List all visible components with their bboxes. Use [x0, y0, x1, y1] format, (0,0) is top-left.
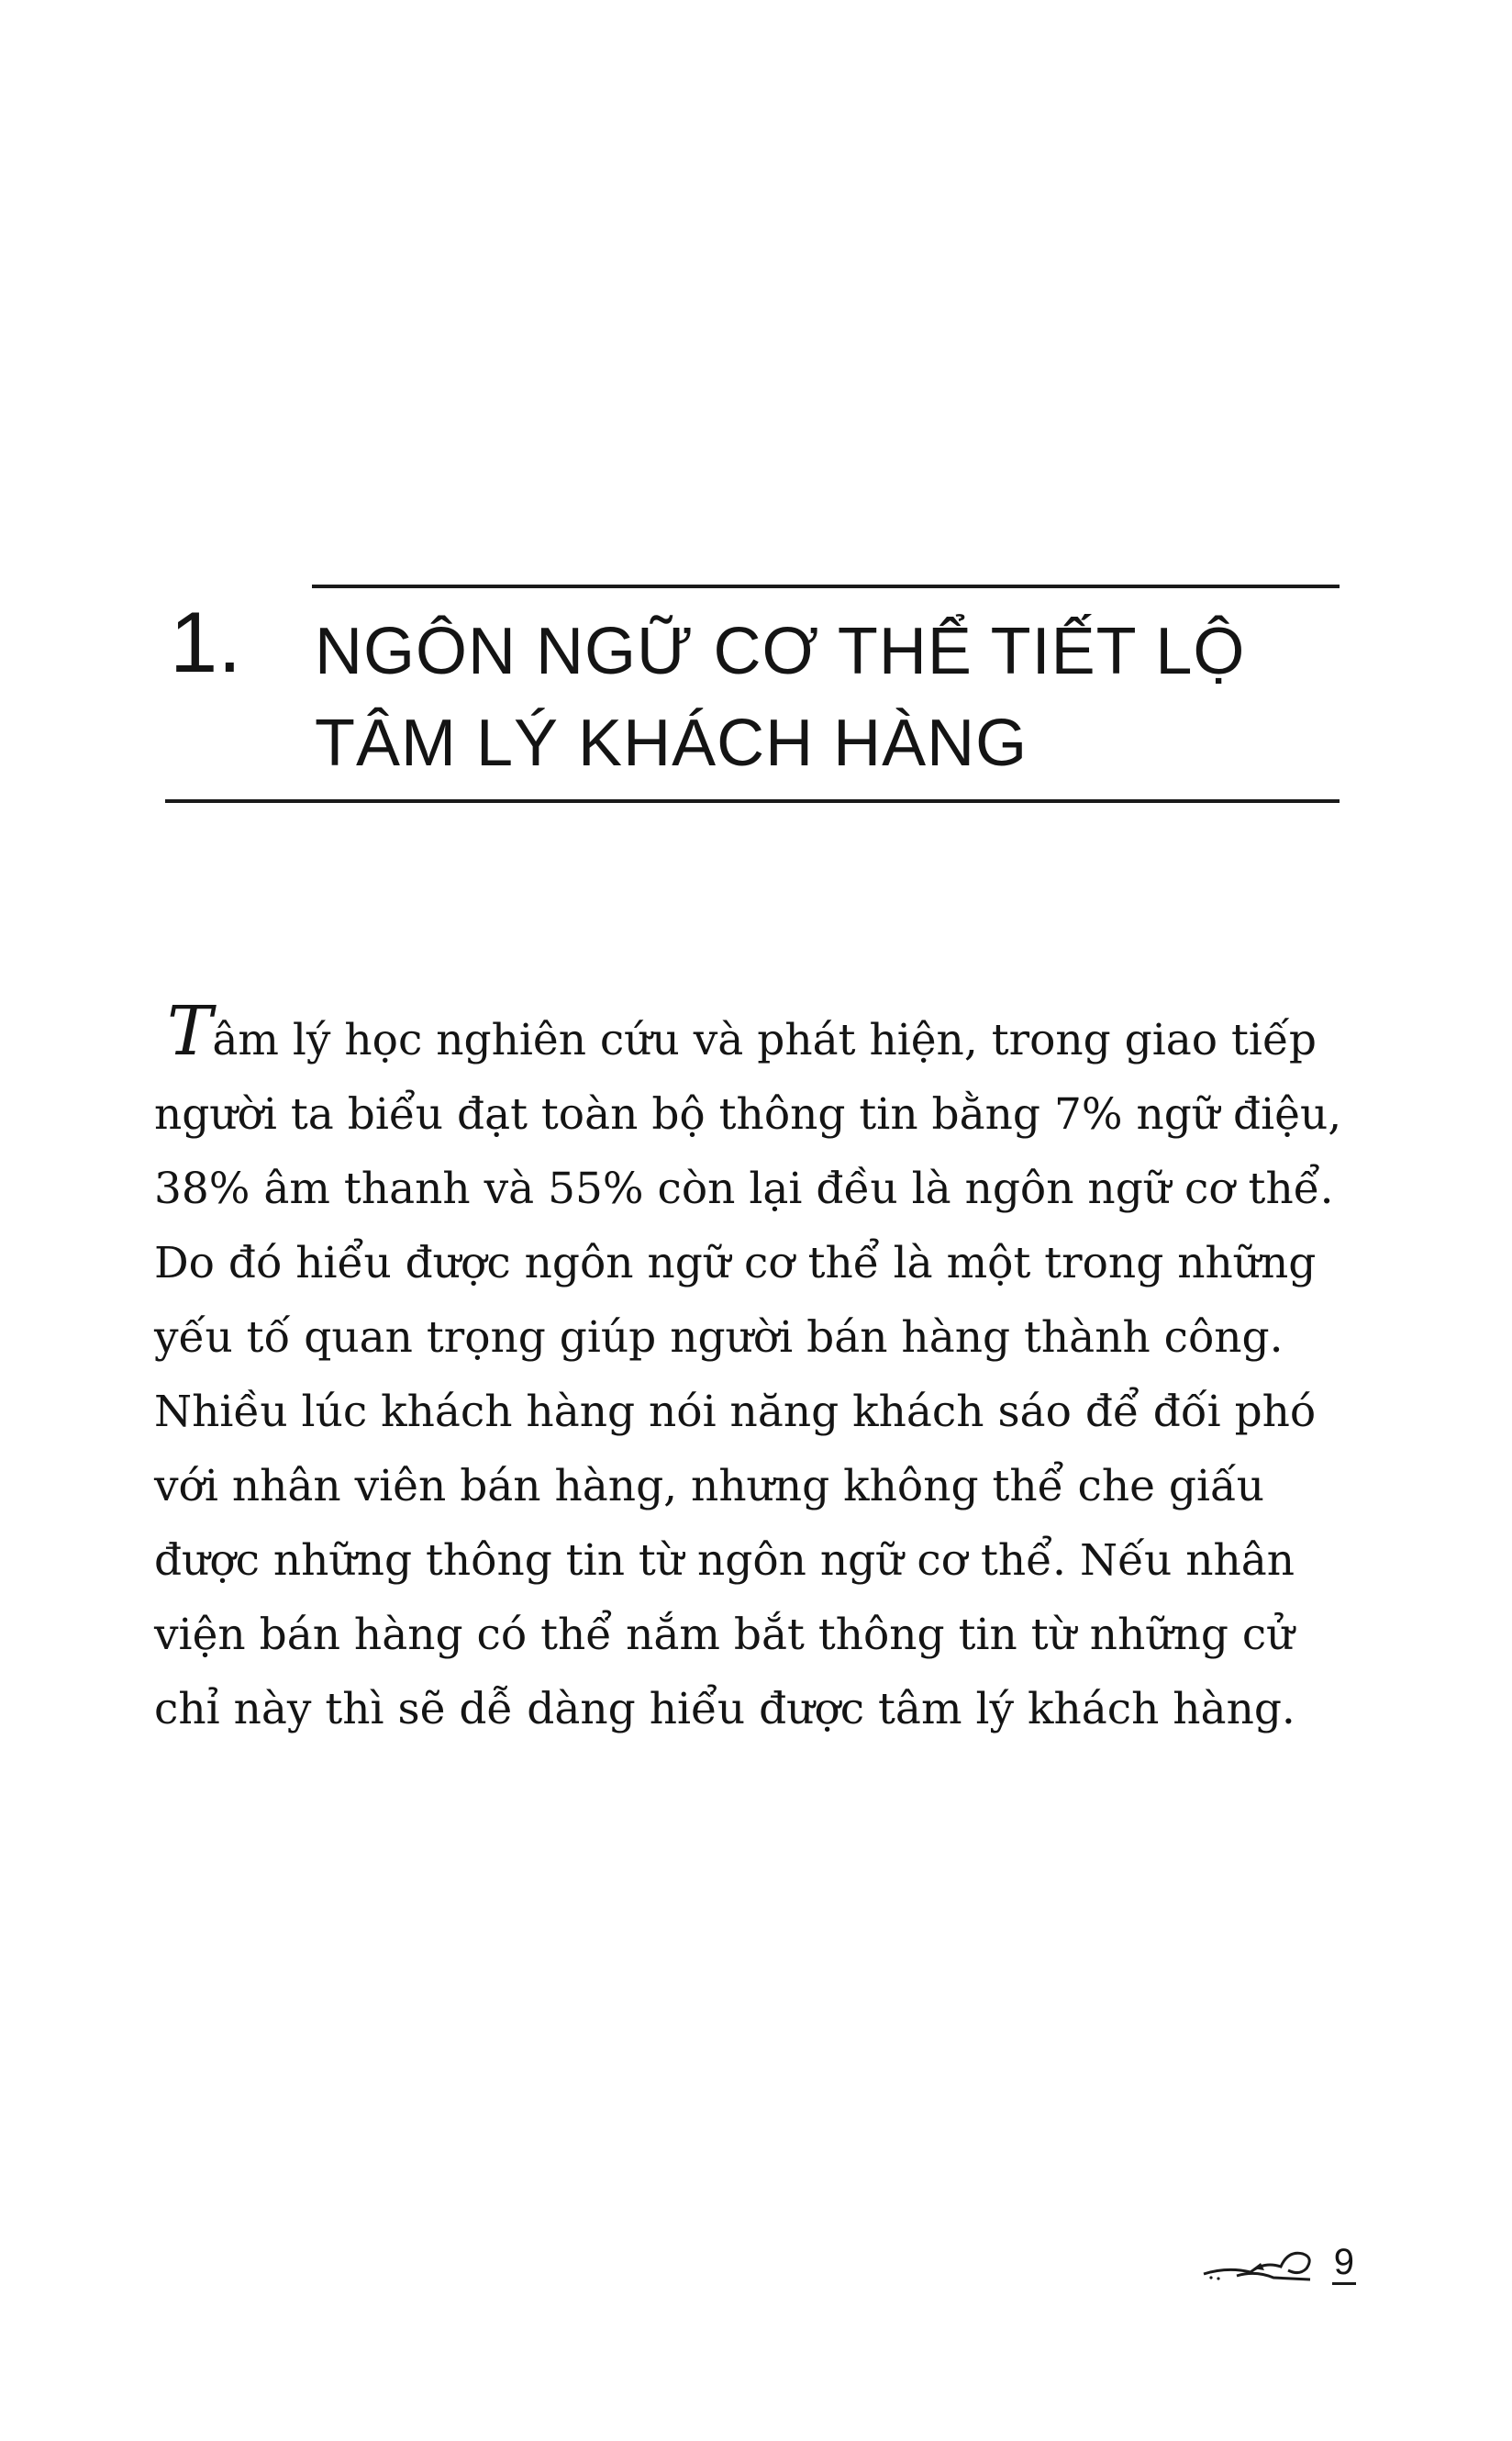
- chapter-title-line-2: TÂM LÝ KHÁCH HÀNG: [315, 707, 1028, 780]
- paragraph-line-1-text: âm lý học nghiên cứu và phát hiện, trong giao tiếp: [212, 1015, 1317, 1065]
- paragraph-line-2: người ta biểu đạt toàn bộ thông tin bằng 7% ngữ điệu,: [154, 1089, 1342, 1140]
- chapter-number: 1.: [170, 594, 242, 690]
- paragraph-line-8: được những thông tin từ ngôn ngữ cơ thể. Nếu nhân: [154, 1535, 1295, 1586]
- chapter-title: [315, 606, 1324, 789]
- paragraph-line-7: với nhân viên bán hàng, nhưng không thể che giấu: [154, 1461, 1265, 1511]
- paragraph-line-9: viện bán hàng có thể nắm bắt thông tin từ những cử: [154, 1610, 1295, 1660]
- drop-cap: T: [167, 992, 213, 1071]
- title-rule-bottom: [165, 799, 1340, 803]
- title-rule-top: [312, 585, 1340, 588]
- page-number: 9: [1332, 2242, 1356, 2285]
- paragraph-line-10: chỉ này thì sẽ dễ dàng hiểu được tâm lý khách hàng.: [154, 1684, 1295, 1734]
- page-footer: [1200, 2230, 1356, 2285]
- paragraph-line-5: yếu tố quan trọng giúp người bán hàng thành công.: [154, 1312, 1284, 1363]
- body-paragraph: [154, 992, 1347, 1746]
- paragraph-line-4: Do đó hiểu được ngôn ngữ cơ thể là một trong những: [154, 1238, 1317, 1288]
- footer-ornament-icon: [1200, 2239, 1319, 2285]
- paragraph-line-1: [154, 992, 1347, 1077]
- paragraph-line-3: 38% âm thanh và 55% còn lại đều là ngôn ngữ cơ thể.: [154, 1164, 1334, 1214]
- paragraph-line-6: Nhiều lúc khách hàng nói năng khách sáo để đối phó: [154, 1387, 1317, 1437]
- chapter-title-line-1: NGÔN NGỮ CƠ THỂ TIẾT LỘ: [315, 615, 1246, 688]
